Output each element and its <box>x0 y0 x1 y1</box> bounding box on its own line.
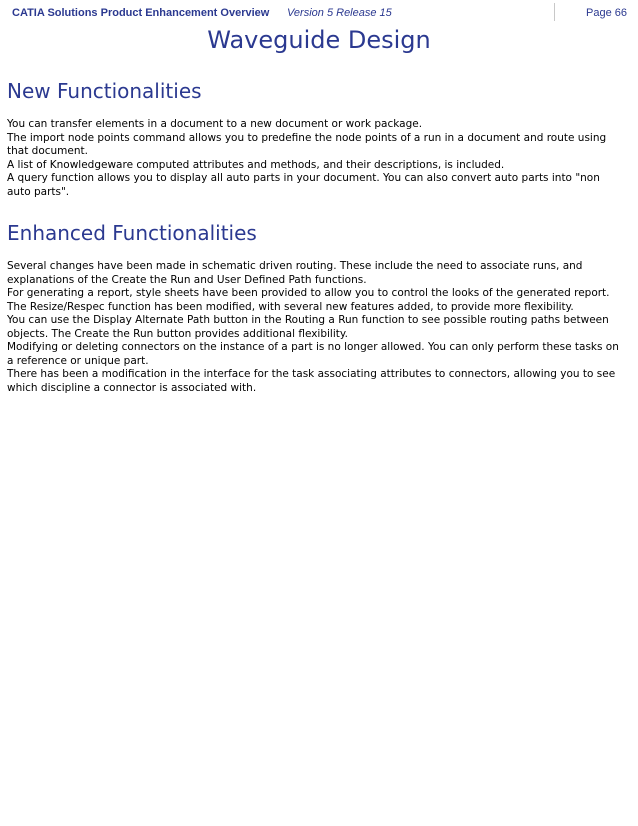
paragraph: A list of Knowledgeware computed attributes and methods, and their descriptions, is included. <box>7 158 505 171</box>
paragraph: For generating a report, style sheets have been provided to allow you to control the looks of the generated report. <box>7 287 610 299</box>
paragraph: Modifying or deleting connectors on the instance of a part is no longer allowed. You can only perform these tasks on a reference or unique part. <box>7 341 619 367</box>
paragraph: A query function allows you to display all auto parts in your document. You can also convert auto parts into "non auto parts". <box>7 172 600 198</box>
page-header <box>4 3 631 22</box>
page-number: Page 66 <box>586 7 627 19</box>
section-heading: New Functionalities <box>7 79 202 103</box>
section-body <box>7 260 625 395</box>
paragraph: There has been a modification in the interface for the task associating attributes to connectors, allowing you to see which discipline a connector is associated with. <box>7 368 616 394</box>
product-name: CATIA Solutions Product Enhancement Overview <box>12 7 270 19</box>
section-enhanced-functionalities <box>7 221 625 395</box>
section-heading: Enhanced Functionalities <box>7 221 257 245</box>
page-title: Waveguide Design <box>207 26 431 54</box>
paragraph: The import node points command allows you to predefine the node points of a run in a document and route using that document. <box>7 131 607 157</box>
section-body <box>7 118 625 199</box>
paragraph: You can transfer elements in a document to a new document or work package. <box>7 118 423 130</box>
paragraph: The Resize/Respec function has been modified, with several new features added, to provide more flexibility. <box>7 300 574 313</box>
version-label: Version 5 Release 15 <box>287 7 392 19</box>
paragraph: You can use the Display Alternate Path button in the Routing a Run function to see possible routing paths between objects. The Create the Run button provides additional flexibility. <box>7 314 609 340</box>
page-number-box <box>554 3 631 21</box>
section-new-functionalities <box>7 79 625 199</box>
paragraph: Several changes have been made in schematic driven routing. These include the need to associate runs, and explanations of the Create the Run and User Defined Path functions. <box>7 260 583 286</box>
